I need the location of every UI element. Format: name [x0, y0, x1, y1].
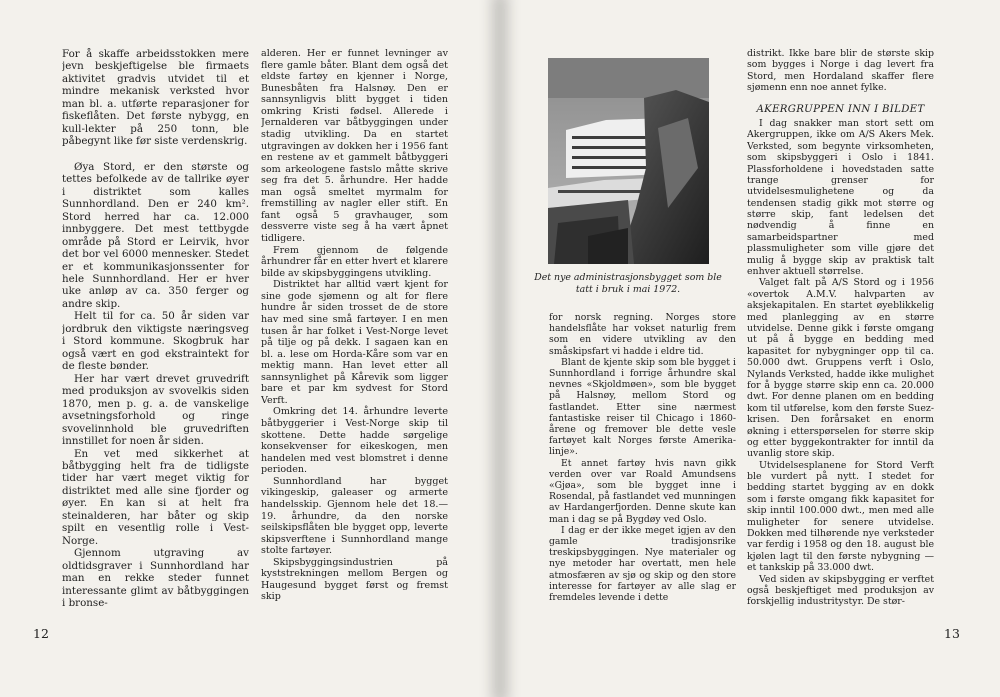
- right-page-column-2: [747, 48, 934, 616]
- paragraph: I dag snakker man stort sett om Akergruppen, ikke om A/S Akers Mek. Verksted, som begynte virksomheten, som skipsbyggeri i Oslo i 1841. Plassforholdene i hovedstaden satte trange grenser for utvidelsesmulighetene og da tendensen stadig gikk mot større og større skip, fant ledelsen det nødvendig å finne en samarbeidspartner med plassmuligheter som ville gjøre det mulig å bygge skip av praktisk talt enhver aktuell størrelse.: [747, 117, 934, 278]
- paragraph: Helt til for ca. 50 år siden var jordbruk den viktigste næringsveg i Stord kommune. Skogbruk har også vært en god ekstraintekt for de fleste bønder.: [62, 310, 249, 373]
- paragraph: Ved siden av skipsbygging er verftet også beskjeftiget med produksjon av forskjellig industritystyr. De stør-: [747, 573, 934, 608]
- paragraph: Utvidelsesplanene for Stord Verft ble vurdert på nytt. I stedet for bedding startet bygging av en dokk som i første omgang fikk kapasitet for skip inntil 100.000 dwt., men med alle muligheter for senere utvidelse. Dokken med tilhørende nye verksteder var ferdig i 1958 og den 18. august ble kjølen lagt til den første nybygning — et tankskip på 33.000 dwt.: [747, 459, 934, 574]
- photo-caption: Det nye administrasjonsbygget som ble tatt i bruk i mai 1972.: [534, 272, 722, 295]
- paragraph: Distriktet har alltid vært kjent for sine gode sjømenn og alt for flere hundre år siden trosset de de store hav med sine små fartøyer. I en men tusen år har folket i Vest-Norge levet på tilje og på dekk. I sagaen kan en bl. a. lese om Horda-Kåre som var en mektig mann. Han levet etter all sannsynlighet på Kårevik som ligger bare et par km sydvest for Stord Verft.: [261, 279, 448, 406]
- left-page-column-2: [261, 48, 448, 616]
- page-number: 12: [33, 626, 49, 641]
- paragraph: distrikt. Ikke bare blir de største skip som bygges i Norge i dag levert fra Stord, men Hordaland skaffer flere sjømenn enn noe annet fylke.: [747, 48, 934, 94]
- paragraph: Blant de kjente skip som ble bygget i Sunnhordland i forrige århundre skal nevnes «Skjoldmøen», som ble bygget på Halsnøy, mellom Stord og fastlandet. Etter sine nærmest fantastiske reiser til Chicago i 1860-årene og fremover ble dette vesle fartøyet kalt Norges første Amerika-linje».: [549, 356, 736, 458]
- paragraph: Et annet fartøy hvis navn gikk verden over var Roald Amundsens «Gjøa», som ble bygget inne i Rosendal, på fastlandet ved munningen av Hardangerfjorden. Denne skute kan man i dag se på Bygdøy ved Oslo.: [549, 457, 736, 525]
- paragraph: I dag er der ikke meget igjen av den gamle tradisjonsrike treskipsbyggingen. Nye materialer og nye metoder har overtatt, men hele atmosfæren av sjø og skip og den store interesse for fartøyer av alle slag er fremdeles levende i dette: [549, 524, 736, 604]
- paragraph: alderen. Her er funnet levninger av flere gamle båter. Blant dem også det eldste fartøy en kjenner i Norge, Bunesbåten fra Halsnøy. Den er sannsynligvis blitt bygget i tiden omkring Kristi fødsel. Allerede i Jernalderen var båtbyggingen under stadig utvikling. Da en startet utgravingen av dokken her i 1956 fant en restene av et gammelt båtbyggeri som arkeologene fastslo måtte skrive seg fra det 5. århundre. Her hadde man også smeltet myrmalm for fremstilling av nagler eller stift. En fant også 5 gravhauger, som dessverre viste seg å ha vært åpnet tidligere.: [261, 48, 448, 244]
- paragraph: Skipsbyggingsindustrien på kyststrekningen mellom Bergen og Haugesund bygget først og fremst skip: [261, 556, 448, 603]
- paragraph: For å skaffe arbeidsstokken mere jevn beskjeftigelse ble firmaets aktivitet gradvis utvidet til et mindre mekanisk verksted hvor man bl. a. utførte reparasjoner for fiskeflåten. Det første nybygg, en kull-lekter på 250 tonn, ble påbegynt like før siste verdenskrig.: [62, 48, 249, 148]
- paragraph: Sunnhordland har bygget vikingeskip, galeaser og armerte handelsskip. Gjennom hele det 18.—19. århundre, da den norske seilskipsflåten ble bygget opp, leverte skipsverftene i Sunnhordland mange stolte fartøyer.: [261, 475, 448, 557]
- paragraph: Frem gjennom de følgende århundrer får en etter hvert et klarere bilde av skipsbyggingens utvikling.: [261, 244, 448, 279]
- paragraph: Gjennom utgraving av oldtidsgraver i Sunnhordland har man en rekke steder funnet interessante glimt av båtbyggingen i bronse-: [62, 547, 249, 610]
- right-page-column-1: [549, 312, 736, 616]
- paragraph: for norsk regning. Norges store handelsflåte har vokset naturlig frem som en videre utvikling av den småskipsfart vi hadde i eldre tid.: [549, 312, 736, 357]
- section-heading: AKERGRUPPEN INN I BILDET: [756, 103, 925, 115]
- paragraph: Omkring det 14. århundre leverte båtbyggerier i Vest-Norge skip til skottene. Dette hadde sørgelige konsekvenser for eikeskogen, men handelen med vest blomstret i denne perioden.: [261, 406, 448, 476]
- paragraph: Her har vært drevet gruvedrift med produksjon av svovelkis siden 1870, men p. g. a. de vanskelige avsetningsforhold og ringe svovelinnhold ble gruvedriften innstillet for noen år siden.: [62, 372, 249, 448]
- page-number: 13: [944, 626, 960, 641]
- paragraph: Øya Stord, er den største og tettes befolkede av de tallrike øyer i distriktet som kalles Sunnhordland. Den er 240 km². Stord herred har ca. 12.000 innbyggere. Det mest tettbygde område på Stord er Leirvik, hvor det bor vel 6000 mennesker. Stedet er et kommunikasjonssenter for hele Sunnhordland. Her er hver uke anløp av ca. 350 ferger og andre skip.: [62, 160, 249, 310]
- left-page-column-1: [62, 48, 249, 616]
- paragraph: Valget falt på A/S Stord og i 1956 «overtok A.M.V. halvparten av aksjekapitalen. En startet øyeblikkelig med planlegging av en større utvidelse. Denne gikk i første omgang ut på å bygge en bedding med kapasitet for nybygninger opp til ca. 50.000 dwt. Gruppens verft i Oslo, Nylands Verksted, hadde ikke mulighet for å bygge større skip enn ca. 20.000 dwt. For denne planen om en bedding kom til utførelse, kom den første Suez-krisen. Den forårsaket en enorm økning i etterspørselen for større skip og etter byggekontrakter for inntil da uvanlig store skip.: [747, 277, 934, 460]
- paragraph: En vet med sikkerhet at båtbygging helt fra de tidligste tider har vært meget viktig for distriktet med alle sine fjorder og øyer. En kan si at helt fra steinalderen, har båter og skip spilt en vesentlig rolle i Vest-Norge.: [62, 447, 249, 547]
- right-page: [500, 0, 1000, 697]
